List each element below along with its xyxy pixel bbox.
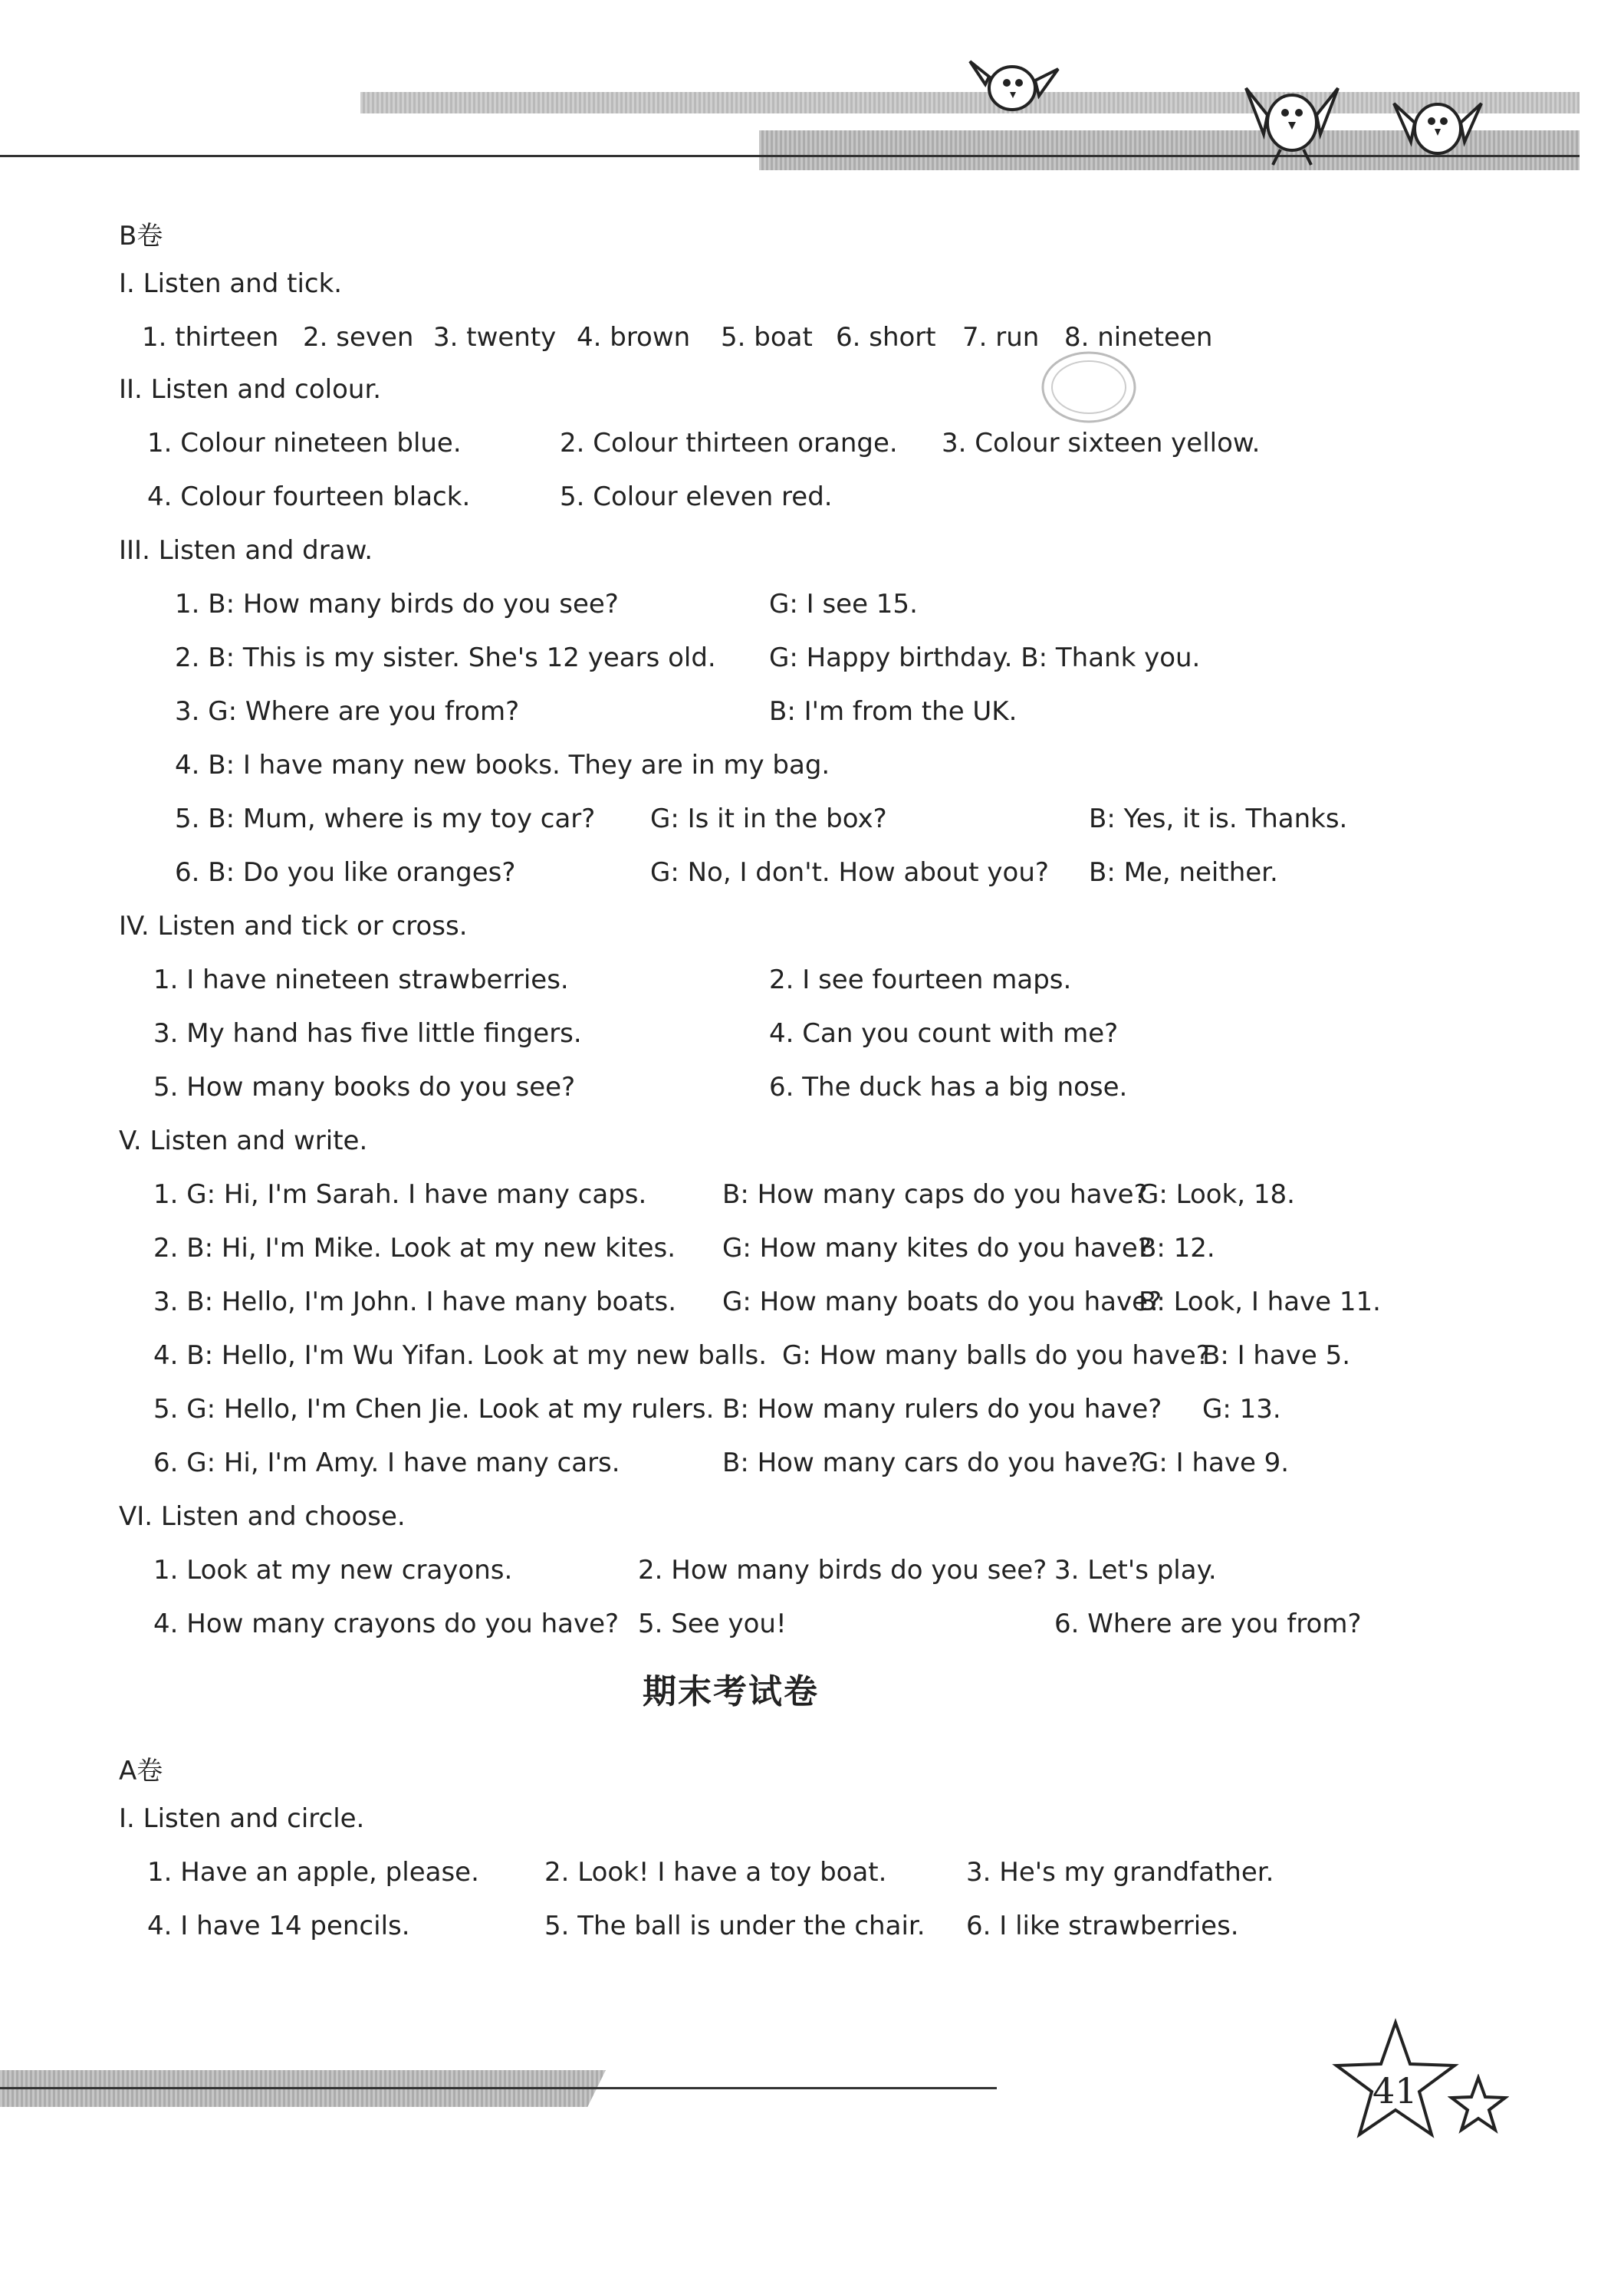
dialog-line: G: No, I don't. How about you? [650, 857, 1049, 888]
dialog-line: G: Look, 18. [1139, 1179, 1295, 1210]
dialog-line: 3. B: Hello, I'm John. I have many boats. [153, 1287, 677, 1317]
list-item: 4. I have 14 pencils. [147, 1911, 410, 1941]
list-item: 4. Colour fourteen black. [147, 481, 471, 512]
section-b-label: B卷 [119, 221, 163, 251]
dialog-line: 2. B: Hi, I'm Mike. Look at my new kites. [153, 1233, 676, 1264]
dialog-line: G: I see 15. [769, 589, 918, 620]
list-item: 1. thirteen [142, 322, 279, 353]
page-number: 41 [1373, 2070, 1418, 2112]
list-item: 2. seven [303, 322, 414, 353]
dialog-line: B: How many rulers do you have? [722, 1394, 1162, 1425]
list-item: 2. I see fourteen maps. [769, 965, 1072, 995]
section-a-label: A卷 [119, 1756, 163, 1786]
dialog-line: B: I have 5. [1202, 1340, 1351, 1371]
part1-heading: I. Listen and tick. [119, 268, 343, 299]
dialog-line: G: How many boats do you have? [722, 1287, 1162, 1317]
list-item: 8. nineteen [1064, 322, 1213, 353]
page-title: 期末考试卷 [643, 1672, 819, 1711]
list-item: 5. Colour eleven red. [560, 481, 833, 512]
part5-heading: V. Listen and write. [119, 1126, 368, 1156]
list-item: 6. short [836, 322, 936, 353]
list-item: 7. run [962, 322, 1040, 353]
list-item: 2. Colour thirteen orange. [560, 428, 898, 458]
list-item: 1. Colour nineteen blue. [147, 428, 462, 458]
list-item: 5. boat [721, 322, 813, 353]
list-item: 6. The duck has a big nose. [769, 1072, 1128, 1103]
dialog-line: B: How many caps do you have? [722, 1179, 1148, 1210]
dialog-line: 5. G: Hello, I'm Chen Jie. Look at my rulers. [153, 1394, 715, 1425]
list-item: 1. Look at my new crayons. [153, 1555, 513, 1586]
header-rule [0, 155, 1580, 157]
dialog-line: 1. G: Hi, I'm Sarah. I have many caps. [153, 1179, 647, 1210]
list-item: 2. How many birds do you see? [638, 1555, 1047, 1586]
list-item: 5. The ball is under the chair. [544, 1911, 925, 1941]
list-item: 6. Where are you from? [1054, 1609, 1362, 1639]
part3-heading: III. Listen and draw. [119, 535, 373, 566]
part4-heading: IV. Listen and tick or cross. [119, 911, 468, 942]
dialog-line: G: Happy birthday. B: Thank you. [769, 643, 1201, 673]
dialog-line: G: How many kites do you have? [722, 1233, 1152, 1264]
list-item: 3. My hand has five little fingers. [153, 1018, 582, 1049]
list-item: 6. I like strawberries. [966, 1911, 1239, 1941]
list-item: 4. How many crayons do you have? [153, 1609, 620, 1639]
dialog-line: 1. B: How many birds do you see? [175, 589, 619, 620]
dialog-line: 6. G: Hi, I'm Amy. I have many cars. [153, 1448, 620, 1478]
list-item: 4. brown [577, 322, 691, 353]
bird-icon [1388, 84, 1488, 161]
stamp-icon [1031, 345, 1146, 429]
list-item: 3. He's my grandfather. [966, 1857, 1274, 1888]
dialog-line: 4. B: I have many new books. They are in my bag. [175, 750, 830, 781]
footer-rule [0, 2087, 997, 2089]
list-item: 4. Can you count with me? [769, 1018, 1119, 1049]
dialog-line: B: Yes, it is. Thanks. [1089, 804, 1348, 834]
part2-heading: II. Listen and colour. [119, 374, 382, 405]
list-item: 2. Look! I have a toy boat. [544, 1857, 887, 1888]
list-item: 1. I have nineteen strawberries. [153, 965, 569, 995]
dialog-line: B: 12. [1139, 1233, 1215, 1264]
dialog-line: 6. B: Do you like oranges? [175, 857, 516, 888]
dialog-line: 3. G: Where are you from? [175, 696, 520, 727]
dialog-line: G: How many balls do you have? [782, 1340, 1210, 1371]
dialog-line: G: I have 9. [1139, 1448, 1290, 1478]
part1-heading: I. Listen and circle. [119, 1803, 365, 1834]
list-item: 3. Let's play. [1054, 1555, 1217, 1586]
dialog-line: G: Is it in the box? [650, 804, 887, 834]
dialog-line: B: Look, I have 11. [1139, 1287, 1381, 1317]
dialog-line: B: I'm from the UK. [769, 696, 1017, 727]
list-item: 3. Colour sixteen yellow. [942, 428, 1261, 458]
dialog-line: G: 13. [1202, 1394, 1281, 1425]
bird-icon [1242, 73, 1342, 169]
dialog-line: B: How many cars do you have? [722, 1448, 1142, 1478]
list-item: 1. Have an apple, please. [147, 1857, 479, 1888]
star-icon [1448, 2074, 1509, 2135]
part6-heading: VI. Listen and choose. [119, 1501, 406, 1532]
list-item: 5. See you! [638, 1609, 787, 1639]
dialog-line: B: Me, neither. [1089, 857, 1278, 888]
dialog-line: 4. B: Hello, I'm Wu Yifan. Look at my new balls. [153, 1340, 768, 1371]
list-item: 5. How many books do you see? [153, 1072, 576, 1103]
dialog-line: 5. B: Mum, where is my toy car? [175, 804, 596, 834]
list-item: 3. twenty [433, 322, 557, 353]
dialog-line: 2. B: This is my sister. She's 12 years old. [175, 643, 716, 673]
bird-icon [962, 46, 1062, 123]
